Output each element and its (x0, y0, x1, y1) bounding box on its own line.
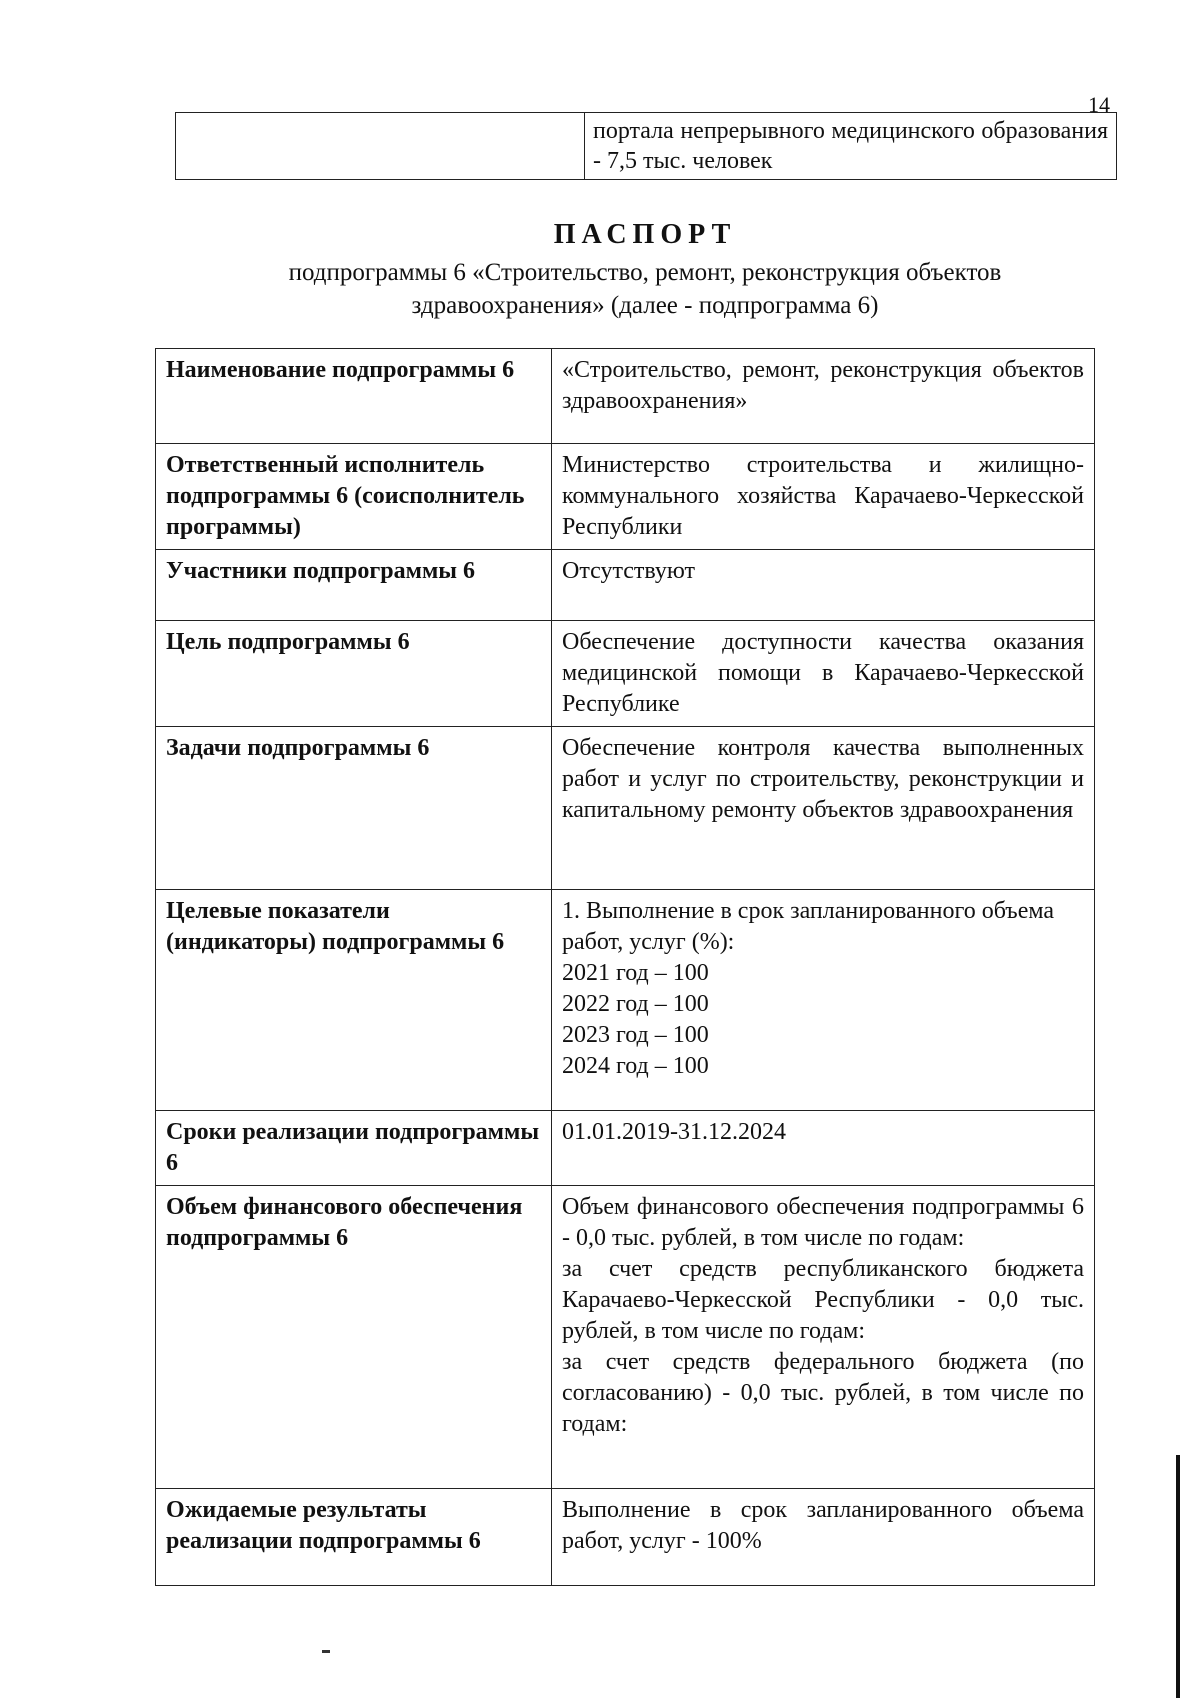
empty-cell (176, 113, 585, 180)
indicator-intro: 1. Выполнение в срок запланированного объема работ, услуг (%): (562, 898, 1055, 955)
continued-table (175, 112, 1117, 180)
table-row (176, 113, 1117, 180)
funding-federal: за счет средств федерального бюджета (по согласованию) - 0,0 тыс. рублей, в том числе по годам: (562, 1349, 1084, 1437)
funding-regional: за счет средств республиканского бюджета Карачаево-Черкесской Республики - 0,0 тыс. рублей, в том числе по годам: (562, 1256, 1084, 1344)
row-value: «Строительство, ремонт, реконструкция объектов здравоохранения» (552, 349, 1095, 444)
indicator-year: 2021 год – 100 (562, 960, 709, 986)
row-value: Обеспечение доступности качества оказания медицинской помощи в Карачаево-Черкесской Республике (552, 621, 1095, 727)
table-row (156, 550, 1095, 621)
passport-heading (180, 218, 1110, 322)
row-label: Ответственный исполнитель подпрограммы 6 (соисполнитель программы) (156, 444, 552, 550)
row-value: Отсутствуют (552, 550, 1095, 621)
scan-mark (322, 1650, 330, 1653)
row-label: Ожидаемые результаты реализации подпрограммы 6 (156, 1489, 552, 1586)
table-row (156, 1111, 1095, 1186)
table-row (156, 621, 1095, 727)
row-label: Цель подпрограммы 6 (156, 621, 552, 727)
row-label: Наименование подпрограммы 6 (156, 349, 552, 444)
table-row (156, 1186, 1095, 1489)
row-value (552, 890, 1095, 1111)
row-value: Обеспечение контроля качества выполненных работ и услуг по строительству, реконструкции и капитальному ремонту объектов здравоохранения (552, 727, 1095, 890)
table-row (156, 1489, 1095, 1586)
table-row (156, 444, 1095, 550)
funding-total: Объем финансового обеспечения подпрограммы 6 - 0,0 тыс. рублей, в том числе по годам: (562, 1194, 1084, 1251)
row-label: Сроки реализации подпрограммы 6 (156, 1111, 552, 1186)
row-value (552, 1186, 1095, 1489)
table-row (156, 890, 1095, 1111)
table-row (156, 349, 1095, 444)
document-title: ПАСПОРТ (553, 219, 737, 250)
scan-margin-line (1176, 1455, 1180, 1698)
table-row (156, 727, 1095, 890)
row-label: Участники подпрограммы 6 (156, 550, 552, 621)
continued-cell: портала непрерывного медицинского образования - 7,5 тыс. человек (585, 113, 1117, 180)
indicator-year: 2023 год – 100 (562, 1022, 709, 1048)
row-value: Министерство строительства и жилищно-коммунального хозяйства Карачаево-Черкесской Республики (552, 444, 1095, 550)
indicator-year: 2022 год – 100 (562, 991, 709, 1017)
row-label: Задачи подпрограммы 6 (156, 727, 552, 890)
row-value: 01.01.2019-31.12.2024 (552, 1111, 1095, 1186)
indicator-year: 2024 год – 100 (562, 1053, 709, 1079)
row-label: Объем финансового обеспечения подпрограммы 6 (156, 1186, 552, 1489)
row-value: Выполнение в срок запланированного объема работ, услуг - 100% (552, 1489, 1095, 1586)
page-number: 14 (1088, 92, 1110, 117)
row-label: Целевые показатели (индикаторы) подпрограммы 6 (156, 890, 552, 1111)
document-subtitle: подпрограммы 6 «Строительство, ремонт, реконструкция объектов здравоохранения» (далее - подпрограмма 6) (288, 259, 1002, 319)
passport-table (155, 348, 1095, 1586)
